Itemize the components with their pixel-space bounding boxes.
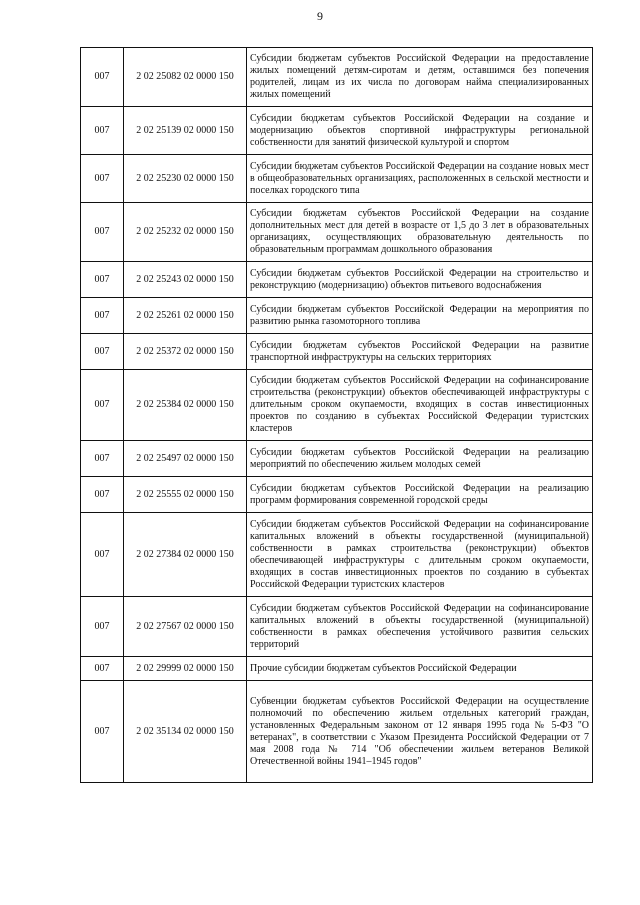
income-code-cell: 2 02 27567 02 0000 150 bbox=[124, 597, 247, 657]
table-row bbox=[81, 441, 593, 477]
income-name-cell bbox=[247, 597, 593, 657]
income-name-text: Субсидии бюджетам субъектов Российской Федерации на реализацию мероприятий по обеспечению жильем молодых семей bbox=[250, 446, 589, 470]
income-name-text: Субвенции бюджетам субъектов Российской Федерации на осуществление полномочий по обеспечению жильем отдельных категорий граждан, установленных Федеральным законом от 12 января 1995 года № 5-ФЗ "О ветеранах", в соответствии с Указом Президента Российской Федерации от 7 мая 2008 года № 714 "Об обеспечении жильем ветеранов Великой Отечественной войны 1941–1945 годов" bbox=[250, 695, 589, 767]
table-row bbox=[81, 334, 593, 370]
table-row bbox=[81, 657, 593, 681]
table-row bbox=[81, 48, 593, 107]
income-code-cell: 2 02 25243 02 0000 150 bbox=[124, 262, 247, 298]
income-code-cell: 2 02 25384 02 0000 150 bbox=[124, 370, 247, 441]
income-name-cell bbox=[247, 262, 593, 298]
income-name-cell bbox=[247, 107, 593, 155]
income-code-cell: 2 02 25555 02 0000 150 bbox=[124, 477, 247, 513]
income-name-text: Субсидии бюджетам субъектов Российской Федерации на создание новых мест в общеобразовательных организациях, расположенных в сельской местности и поселках городского типа bbox=[250, 160, 589, 196]
income-name-text: Субсидии бюджетам субъектов Российской Федерации на софинансирование капитальных вложений в объекты государственной (муниципальной) собственности в рамках обеспечения устойчивого развития сельских территорий bbox=[250, 602, 589, 650]
table-row bbox=[81, 513, 593, 597]
table-row bbox=[81, 155, 593, 203]
income-name-cell bbox=[247, 298, 593, 334]
income-name-cell bbox=[247, 657, 593, 681]
admin-code-cell: 007 bbox=[81, 334, 124, 370]
table-row bbox=[81, 298, 593, 334]
table-row bbox=[81, 262, 593, 298]
income-name-text: Субсидии бюджетам субъектов Российской Федерации на реализацию программ формирования современной городской среды bbox=[250, 482, 589, 506]
admin-code-cell: 007 bbox=[81, 370, 124, 441]
admin-code-cell: 007 bbox=[81, 155, 124, 203]
income-name-text: Субсидии бюджетам субъектов Российской Федерации на создание дополнительных мест для детей в возрасте от 1,5 до 3 лет в образовательных организациях, осуществляющих образовательную деятельность по образовательным программам дошкольного образования bbox=[250, 208, 589, 255]
admin-code-cell: 007 bbox=[81, 262, 124, 298]
income-name-text: Субсидии бюджетам субъектов Российской Федерации на мероприятия по развитию рынка газомоторного топлива bbox=[250, 303, 589, 327]
income-name-cell bbox=[247, 155, 593, 203]
admin-code-cell: 007 bbox=[81, 298, 124, 334]
income-code-cell: 2 02 27384 02 0000 150 bbox=[124, 513, 247, 597]
income-code-cell: 2 02 25261 02 0000 150 bbox=[124, 298, 247, 334]
income-name-cell bbox=[247, 334, 593, 370]
income-name-cell bbox=[247, 441, 593, 477]
admin-code-cell: 007 bbox=[81, 477, 124, 513]
income-name-cell bbox=[247, 370, 593, 441]
table-row bbox=[81, 477, 593, 513]
admin-code-cell: 007 bbox=[81, 597, 124, 657]
admin-code-cell: 007 bbox=[81, 441, 124, 477]
income-name-text: Субсидии бюджетам субъектов Российской Федерации на предоставление жилых помещений детям-сиротам и детям, оставшимся без попечения родителей, лицам из их числа по договорам найма специализированных жилых помещений bbox=[250, 53, 589, 100]
table-row bbox=[81, 107, 593, 155]
table-row bbox=[81, 203, 593, 262]
income-name-text: Субсидии бюджетам субъектов Российской Федерации на софинансирование строительства (реконструкции) объектов обеспечивающей инфраструктуры с длительным сроком окупаемости, входящих в состав инвестиционных проектов по созданию в субъектах Российской Федерации туристских кластеров bbox=[250, 375, 589, 434]
income-name-cell bbox=[247, 203, 593, 262]
admin-code-cell: 007 bbox=[81, 107, 124, 155]
income-name-cell bbox=[247, 477, 593, 513]
admin-code-cell: 007 bbox=[81, 203, 124, 262]
income-name-text: Субсидии бюджетам субъектов Российской Федерации на создание и модернизацию объектов спортивной инфраструктуры региональной собственности для занятий физической культурой и спортом bbox=[250, 112, 589, 148]
income-code-cell: 2 02 25139 02 0000 150 bbox=[124, 107, 247, 155]
table-row bbox=[81, 597, 593, 657]
income-code-cell: 2 02 29999 02 0000 150 bbox=[124, 657, 247, 681]
budget-classification-table bbox=[80, 47, 593, 783]
admin-code-cell: 007 bbox=[81, 681, 124, 783]
income-name-cell bbox=[247, 513, 593, 597]
income-name-text: Субсидии бюджетам субъектов Российской Федерации на софинансирование капитальных вложений в объекты государственной (муниципальной) собственности в рамках строительства (реконструкции) объектов обеспечивающей инфраструктуры с длительным сроком окупаемости, входящих в состав инвестиционных проектов по созданию в субъектах Российской Федерации туристских кластеров bbox=[250, 518, 589, 590]
income-code-cell: 2 02 25372 02 0000 150 bbox=[124, 334, 247, 370]
income-name-text: Субсидии бюджетам субъектов Российской Федерации на строительство и реконструкцию (модернизацию) объектов питьевого водоснабжения bbox=[250, 267, 589, 291]
income-code-cell: 2 02 25232 02 0000 150 bbox=[124, 203, 247, 262]
income-name-text: Прочие субсидии бюджетам субъектов Российской Федерации bbox=[250, 662, 517, 674]
income-code-cell: 2 02 25082 02 0000 150 bbox=[124, 48, 247, 107]
income-code-cell: 2 02 25497 02 0000 150 bbox=[124, 441, 247, 477]
admin-code-cell: 007 bbox=[81, 657, 124, 681]
table-row bbox=[81, 370, 593, 441]
admin-code-cell: 007 bbox=[81, 48, 124, 107]
admin-code-cell: 007 bbox=[81, 513, 124, 597]
table-row bbox=[81, 681, 593, 783]
income-name-cell bbox=[247, 681, 593, 783]
income-code-cell: 2 02 25230 02 0000 150 bbox=[124, 155, 247, 203]
income-name-text: Субсидии бюджетам субъектов Российской Федерации на развитие транспортной инфраструктуры на сельских территориях bbox=[250, 339, 589, 363]
income-name-cell bbox=[247, 48, 593, 107]
page-number: 9 bbox=[317, 9, 323, 23]
income-code-cell: 2 02 35134 02 0000 150 bbox=[124, 681, 247, 783]
